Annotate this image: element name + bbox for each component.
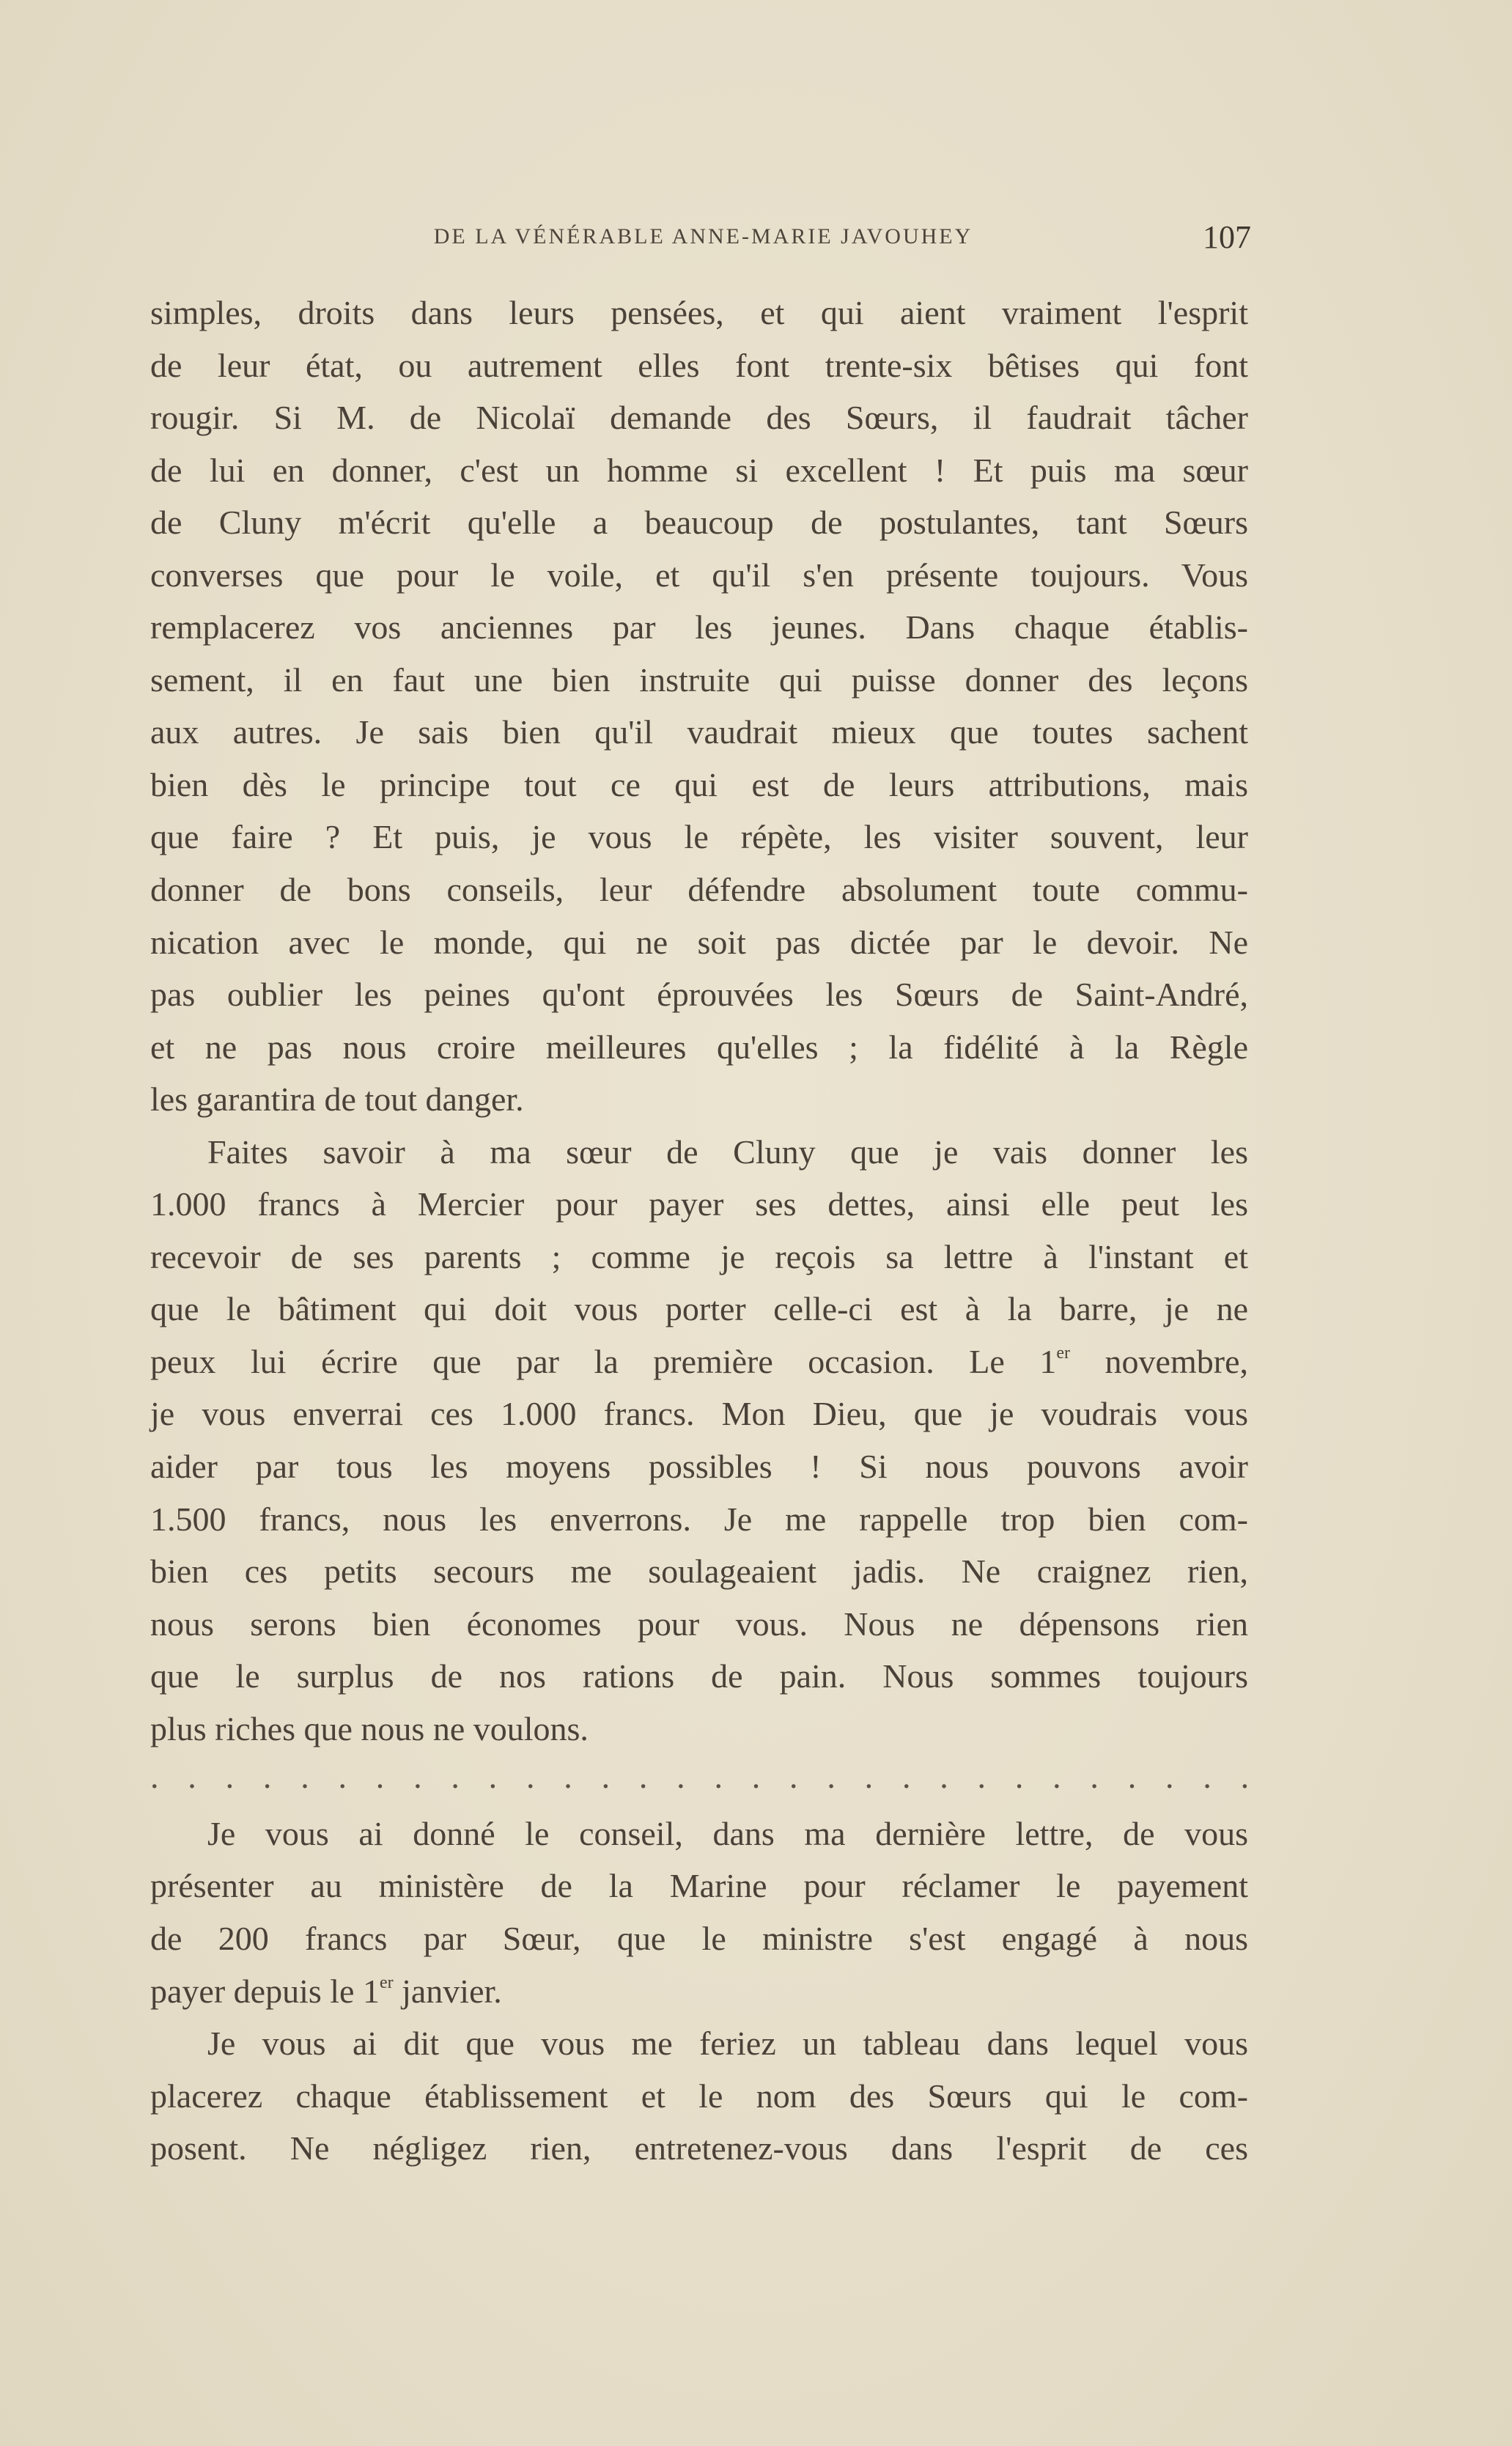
text-line: et ne pas nous croire meilleures qu'elles ; la fidélité à la Règle (150, 1028, 1248, 1066)
text-line: que le surplus de nos rations de pain. Nous sommes toujours (150, 1657, 1248, 1695)
text-line: de 200 francs par Sœur, que le ministre s'est engagé à nous (150, 1919, 1248, 1957)
text-line-with-superscript (150, 1336, 1248, 1388)
text-line: Faites savoir à ma sœur de Cluny que je vais donner les (207, 1132, 1248, 1171)
text-line: pas oublier les peines qu'ont éprouvées les Sœurs de Saint-André, (150, 976, 1248, 1014)
text-line-end: janvier. (393, 1972, 502, 2010)
text-line: Je vous ai dit que vous me feriez un tableau dans lequel vous (207, 2025, 1248, 2063)
text-line: présenter au ministère de la Marine pour réclamer le payement (150, 1867, 1248, 1905)
text-line: de lui en donner, c'est un homme si excellent ! Et puis ma sœur (150, 451, 1248, 489)
text-line: 1.000 francs à Mercier pour payer ses dettes, ainsi elle peut les (150, 1185, 1248, 1223)
text-line-end: novembre, (1070, 1342, 1248, 1380)
text-line: nous serons bien économes pour vous. Nous ne dépensons rien (150, 1605, 1248, 1643)
text-line: placerez chaque établissement et le nom des Sœurs qui le com- (150, 2077, 1248, 2115)
text-line: je vous enverrai ces 1.000 francs. Mon Dieu, que je voudrais vous (150, 1395, 1248, 1433)
text-line: simples, droits dans leurs pensées, et qui aient vraiment l'esprit (150, 294, 1248, 331)
text-line: de leur état, ou autrement elles font trente-six bêtises qui font (150, 346, 1248, 384)
ellipsis-separator: . . . . . . . . . . . . . . . . . . . . . . . . . . . . . . (150, 1758, 1250, 1796)
text-line: plus riches que nous ne voulons. (150, 1709, 589, 1747)
text-line: Je vous ai donné le conseil, dans ma dernière lettre, de vous (207, 1814, 1248, 1852)
text-line-start: payer depuis le 1 (150, 1972, 380, 2010)
text-line: aux autres. Je sais bien qu'il vaudrait mieux que toutes sachent (150, 713, 1248, 751)
text-line: nication avec le monde, qui ne soit pas dictée par le devoir. Ne (150, 923, 1248, 961)
text-line: recevoir de ses parents ; comme je reçois sa lettre à l'instant et (150, 1237, 1248, 1275)
text-line: que faire ? Et puis, je vous le répète, les visiter souvent, leur (150, 818, 1248, 856)
text-line: donner de bons conseils, leur défendre absolument toute commu- (150, 871, 1248, 909)
text-line: aider par tous les moyens possibles ! Si nous pouvons avoir (150, 1448, 1248, 1486)
text-line: 1.500 francs, nous les enverrons. Je me rappelle trop bien com- (150, 1500, 1248, 1538)
running-title: DE LA VÉNÉRABLE ANNE-MARIE JAVOUHEY (433, 224, 973, 248)
superscript-er: er (379, 1972, 394, 1992)
text-line: remplacerez vos anciennes par les jeunes. Dans chaque établis- (150, 608, 1248, 647)
text-line: rougir. Si M. de Nicolaï demande des Sœurs, il faudrait tâcher (150, 399, 1248, 437)
text-line-with-superscript (150, 1965, 1248, 2018)
text-line: posent. Ne négligez rien, entretenez-vous dans l'esprit de ces (150, 2129, 1248, 2167)
text-line: de Cluny m'écrit qu'elle a beaucoup de postulantes, tant Sœurs (150, 504, 1248, 542)
text-line: les garantira de tout danger. (150, 1080, 524, 1119)
body-text (150, 287, 1248, 2175)
text-line: converses que pour le voile, et qu'il s'en présente toujours. Vous (150, 556, 1248, 594)
text-line: sement, il en faut une bien instruite qui puisse donner des leçons (150, 660, 1248, 699)
text-line: que le bâtiment qui doit vous porter celle-ci est à la barre, je ne (150, 1290, 1248, 1328)
superscript-er: er (1056, 1343, 1070, 1363)
page-header (155, 218, 1251, 262)
page-number: 107 (1203, 219, 1251, 255)
text-line: bien dès le principe tout ce qui est de leurs attributions, mais (150, 765, 1248, 803)
text-line: bien ces petits secours me soulageaient jadis. Ne craignez rien, (150, 1552, 1248, 1591)
text-line-start: peux lui écrire que par la première occasion. Le 1 (150, 1342, 1057, 1380)
